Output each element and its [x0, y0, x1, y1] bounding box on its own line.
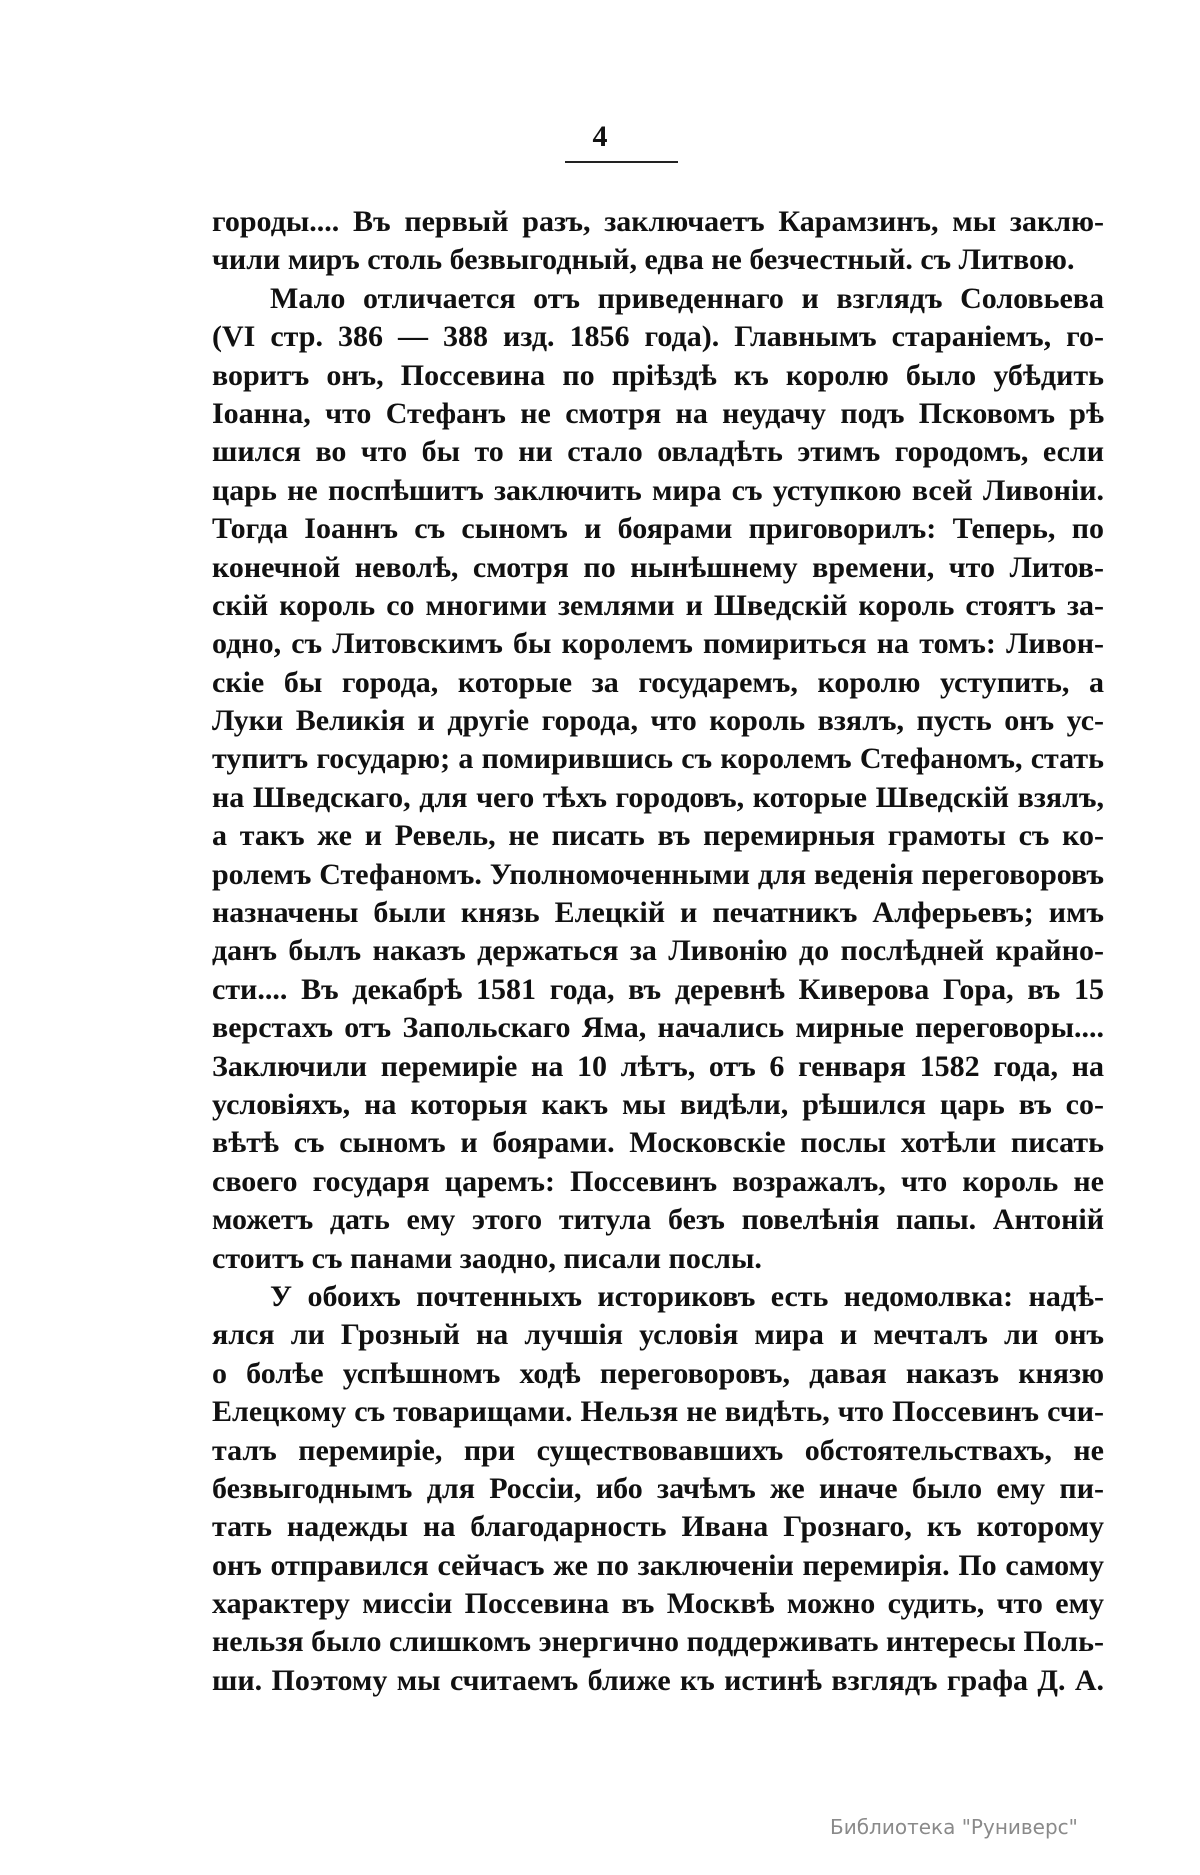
text-line: тупитъ государю; а помирившись съ королемъ Стефаномъ, стать — [212, 742, 1104, 776]
body-text — [212, 203, 1104, 1700]
text-line: нельзя было слишкомъ энергично поддерживать интересы Поль- — [212, 1625, 1104, 1659]
text-line: воритъ онъ, Поссевина по пріѣздѣ къ королю было убѣдить — [212, 358, 1104, 392]
paragraph — [212, 280, 1104, 1278]
text-line: данъ былъ наказъ держаться за Ливонію до послѣдней крайно- — [212, 934, 1104, 968]
text-line: характеру миссіи Поссевина въ Москвѣ можно судить, что ему — [212, 1587, 1104, 1621]
library-watermark: Библиотека "Руниверс" — [830, 1815, 1078, 1839]
paragraph — [212, 203, 1104, 280]
text-line: конечной неволѣ, смотря по нынѣшнему времени, что Литов- — [212, 550, 1104, 584]
text-line: Елецкому съ товарищами. Нельзя не видѣть, что Поссевинъ счи- — [212, 1395, 1104, 1429]
text-line: на Шведскаго, для чего тѣхъ городовъ, которые Шведскій взялъ, — [212, 780, 1104, 814]
text-line: ялся ли Грозный на лучшія условія мира и мечталъ ли онъ — [212, 1318, 1104, 1352]
text-line: городы.... Въ первый разъ, заключаетъ Карамзинъ, мы заклю- — [212, 205, 1104, 238]
text-line: безвыгоднымъ для Россіи, ибо зачѣмъ же иначе было ему пи- — [212, 1471, 1104, 1505]
text-line: верстахъ отъ Запольскаго Яма, начались мирные переговоры.... — [212, 1011, 1104, 1045]
text-line: назначены были князь Елецкій и печатникъ Алферьевъ; имъ — [212, 896, 1104, 930]
text-line: шился во что бы то ни стало овладѣть этимъ городомъ, если — [212, 435, 1104, 469]
text-line: Іоанна, что Стефанъ не смотря на неудачу подъ Псковомъ рѣ — [212, 396, 1104, 430]
text-line: чили миръ столь безвыгодный, едва не безчестный. съ Литвою. — [212, 243, 1075, 277]
text-line: а такъ же и Ревель, не писать въ перемирныя грамоты съ ко- — [212, 819, 1104, 853]
text-line: скій король со многими землями и Шведскій король стоятъ за- — [212, 588, 1104, 622]
text-line: ролемъ Стефаномъ. Уполномоченными для веденія переговоровъ — [212, 857, 1104, 891]
text-line: Луки Великія и другіе города, что король взялъ, пусть онъ ус- — [212, 704, 1104, 738]
text-line: тать надежды на благодарность Ивана Грознаго, къ которому — [212, 1510, 1104, 1544]
text-line: своего государя царемъ: Поссевинъ возражалъ, что король не — [212, 1164, 1104, 1198]
text-line: стоитъ съ панами заодно, писали послы. — [212, 1241, 762, 1275]
text-line: можетъ дать ему этого титула безъ повелѣнія папы. Антоній — [212, 1203, 1104, 1237]
text-line: У обоихъ почтенныхъ историковъ есть недомолвка: надѣ- — [270, 1279, 1104, 1313]
text-line: онъ отправился сейчасъ же по заключеніи перемирія. По самому — [212, 1548, 1104, 1582]
text-line: Мало отличается отъ приведеннаго и взглядъ Соловьева — [270, 281, 1104, 315]
text-line: скіе бы города, которые за государемъ, королю уступить, а — [212, 665, 1104, 699]
text-line: (VI стр. 386 — 388 изд. 1856 года). Главнымъ стараніемъ, го- — [212, 320, 1104, 354]
text-line: царь не поспѣшитъ заключить мира съ уступкою всей Ливоніи. — [212, 473, 1104, 507]
text-line: сти.... Въ декабрѣ 1581 года, въ деревнѣ Киверова Гора, въ 15 — [212, 972, 1104, 1006]
text-line: Заключили перемиріе на 10 лѣтъ, отъ 6 генваря 1582 года, на — [212, 1049, 1104, 1083]
text-line: условіяхъ, на которыя какъ мы видѣли, рѣшился царь въ со- — [212, 1087, 1104, 1121]
text-line: ши. Поэтому мы считаемъ ближе къ истинѣ взглядъ графа Д. А. — [212, 1663, 1104, 1697]
text-line: Тогда Іоаннъ съ сыномъ и боярами приговорилъ: Теперь, по — [212, 512, 1104, 546]
text-line: талъ перемиріе, при существовавшихъ обстоятельствахъ, не — [212, 1433, 1104, 1467]
text-line: о болѣе успѣшномъ ходѣ переговоровъ, давая наказъ князю — [212, 1356, 1104, 1390]
paragraph — [212, 1278, 1104, 1700]
text-line: одно, съ Литовскимъ бы королемъ помириться на томъ: Ливон- — [212, 627, 1104, 661]
page-number-rule — [565, 161, 678, 163]
page-number: 4 — [592, 120, 608, 153]
text-line: вѣтѣ съ сыномъ и боярами. Московскіе послы хотѣли писать — [212, 1126, 1104, 1160]
